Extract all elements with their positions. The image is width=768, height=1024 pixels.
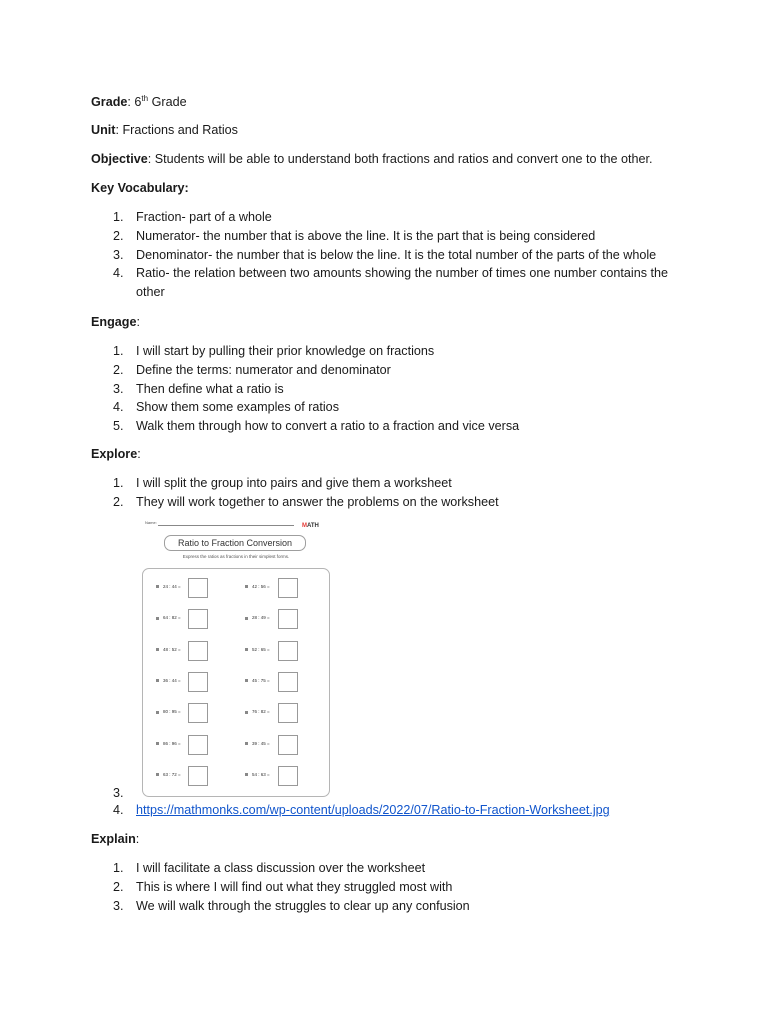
engage-heading: Engage:: [91, 315, 140, 329]
explain-heading: Explain:: [91, 832, 140, 846]
worksheet-answer-box: [278, 578, 298, 598]
grade-line: [91, 94, 187, 109]
worksheet-problem: 63 : 72 =: [156, 772, 181, 777]
worksheet-answer-box: [278, 641, 298, 661]
worksheet-answer-box: [278, 735, 298, 755]
worksheet-link[interactable]: https://mathmonks.com/wp-content/uploads/2022/07/Ratio-to-Fraction-Worksheet.jpg: [136, 803, 610, 817]
objective-line: [91, 152, 652, 166]
worksheet-problem: 76 : 82 =: [245, 709, 270, 714]
worksheet-answer-box: [188, 766, 208, 786]
worksheet-answer-box: [278, 703, 298, 723]
worksheet-problem: 80 : 95 =: [156, 709, 181, 714]
objective-label: Objective: [91, 152, 148, 166]
bullet-icon: [156, 742, 159, 745]
bullet-icon: [245, 742, 248, 745]
worksheet-problem: 86 : 96 =: [156, 741, 181, 746]
worksheet-title: Ratio to Fraction Conversion: [164, 535, 306, 551]
grade-label: Grade: [91, 95, 128, 110]
worksheet-answer-box: [188, 703, 208, 723]
worksheet-problem: 64 : 82 =: [156, 615, 181, 620]
worksheet-problem: 42 : 56 =: [245, 584, 270, 589]
bullet-icon: [245, 711, 248, 714]
objective-value: : Students will be able to understand both fractions and ratios and convert one to the other.: [147, 152, 653, 166]
bullet-icon: [245, 617, 248, 620]
vocab-heading: Key Vocabulary:: [91, 181, 189, 195]
bullet-icon: [245, 585, 248, 588]
explore-heading: Explore:: [91, 447, 141, 461]
bullet-icon: [156, 617, 159, 620]
bullet-icon: [156, 711, 159, 714]
bullet-icon: [156, 648, 159, 651]
worksheet-answer-box: [278, 672, 298, 692]
unit-label: Unit: [91, 123, 116, 137]
worksheet-answer-box: [188, 735, 208, 755]
worksheet-problem: 24 : 44 =: [156, 584, 181, 589]
worksheet-problem: 28 : 49 =: [245, 615, 270, 620]
worksheet-name-label: Name:: [145, 520, 157, 525]
worksheet-answer-box: [188, 641, 208, 661]
grade-value-post: Grade: [148, 95, 187, 110]
worksheet-problem: 48 : 52 =: [156, 647, 181, 652]
worksheet-name-line: [158, 525, 294, 526]
bullet-icon: [156, 585, 159, 588]
worksheet-answer-box: [278, 766, 298, 786]
worksheet-logo: MATH: [302, 523, 319, 529]
unit-value: : Fractions and Ratios: [115, 123, 238, 137]
worksheet-problem: 39 : 45 =: [245, 741, 270, 746]
worksheet-subtitle: Express the ratios as fractions in their simplest forms.: [182, 554, 290, 559]
worksheet-image: [142, 516, 330, 798]
list-item-link: 4. https://mathmonks.com/wp-content/uploads/2022/07/Ratio-to-Fraction-Worksheet.jpg: [113, 803, 610, 817]
worksheet-answer-box: [188, 578, 208, 598]
worksheet-problem: 36 : 44 =: [156, 678, 181, 683]
grade-value-pre: : 6: [127, 95, 142, 110]
worksheet-answer-box: [188, 672, 208, 692]
bullet-icon: [245, 679, 248, 682]
bullet-icon: [156, 679, 159, 682]
unit-line: [91, 123, 238, 137]
bullet-icon: [156, 773, 159, 776]
list-item-number-3: 3.: [113, 786, 124, 800]
worksheet-answer-box: [188, 609, 208, 629]
worksheet-answer-box: [278, 609, 298, 629]
worksheet-problem: 45 : 75 =: [245, 678, 270, 683]
worksheet-problem: 54 : 63 =: [245, 772, 270, 777]
bullet-icon: [245, 773, 248, 776]
grade-sup: th: [141, 94, 149, 103]
worksheet-problem: 52 : 65 =: [245, 647, 270, 652]
bullet-icon: [245, 648, 248, 651]
